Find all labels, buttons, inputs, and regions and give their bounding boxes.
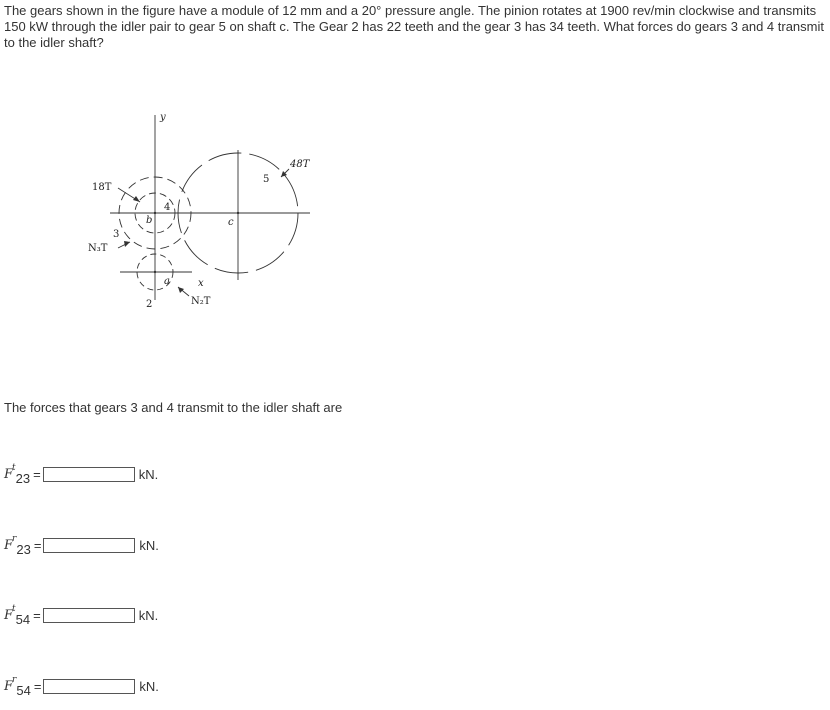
force-symbol: F	[4, 607, 14, 623]
unit-label: kN.	[139, 537, 159, 553]
arrowhead-n3t	[124, 241, 130, 247]
gear-3-label: 3	[113, 229, 120, 240]
equals-sign: =	[33, 607, 41, 623]
answer-row-ft23	[4, 462, 158, 486]
force-symbol: F	[4, 678, 14, 694]
force-superscript: t	[12, 463, 16, 473]
shaft-a-center	[154, 271, 156, 273]
equals-sign: =	[33, 678, 42, 694]
fr23-answer-input[interactable]	[43, 538, 135, 553]
gear-diagram	[80, 110, 340, 325]
shaft-c-center	[237, 212, 239, 214]
answer-row-fr23	[4, 533, 159, 557]
force-symbol: F	[4, 466, 14, 482]
unit-label: kN.	[138, 466, 159, 482]
force-superscript: r	[12, 675, 17, 685]
answer-row-ft54	[4, 603, 158, 627]
ft54-answer-input[interactable]	[43, 608, 135, 623]
answer-row-fr54	[4, 674, 159, 698]
equals-sign: =	[33, 537, 42, 553]
shaft-a-label: a	[164, 276, 170, 287]
gear-4-teeth-label: 18T	[92, 182, 112, 193]
shaft-b-center	[154, 212, 156, 214]
answers-intro: The forces that gears 3 and 4 transmit to the idler shaft are	[4, 400, 343, 415]
fr54-answer-input[interactable]	[43, 679, 135, 694]
question-text: The gears shown in the figure have a module of 12 mm and a 20° pressure angle. The pinion rotates at 1900 rev/min clockwise and transmits 150 kW through the idler pair to gear 5 on shaft c. The Gear 2 has 22 teeth and the gear 3 has 34 teeth. What forces do gears 3 and 4 transmit to the idler shaft?	[4, 3, 824, 50]
arrowhead-18t	[133, 196, 140, 202]
equals-sign: =	[33, 466, 41, 482]
unit-label: kN.	[139, 678, 159, 694]
force-subscript: 23	[16, 541, 31, 557]
gear-3-teeth-label: N₃T	[88, 243, 108, 254]
ft23-answer-input[interactable]	[43, 467, 135, 482]
unit-label: kN.	[138, 607, 159, 623]
gear-2-teeth-label: N₂T	[191, 296, 211, 307]
gear-2-label: 2	[146, 299, 153, 310]
force-symbol: F	[4, 537, 14, 553]
gear-train-figure	[80, 110, 340, 325]
force-subscript: 23	[15, 470, 31, 486]
force-subscript: 54	[16, 682, 31, 698]
shaft-c-label: c	[228, 217, 234, 228]
gear-5-label: 5	[263, 174, 270, 185]
shaft-b-label: b	[146, 215, 153, 226]
arrowhead-n2t	[178, 287, 184, 293]
force-superscript: r	[12, 534, 17, 544]
y-axis-label: y	[160, 112, 166, 123]
x-axis-label: x	[198, 278, 204, 289]
gear-5-teeth-label: 48T	[290, 159, 310, 170]
force-subscript: 54	[15, 611, 31, 627]
force-superscript: t	[12, 604, 16, 614]
gear-4-label: 4	[164, 202, 171, 213]
